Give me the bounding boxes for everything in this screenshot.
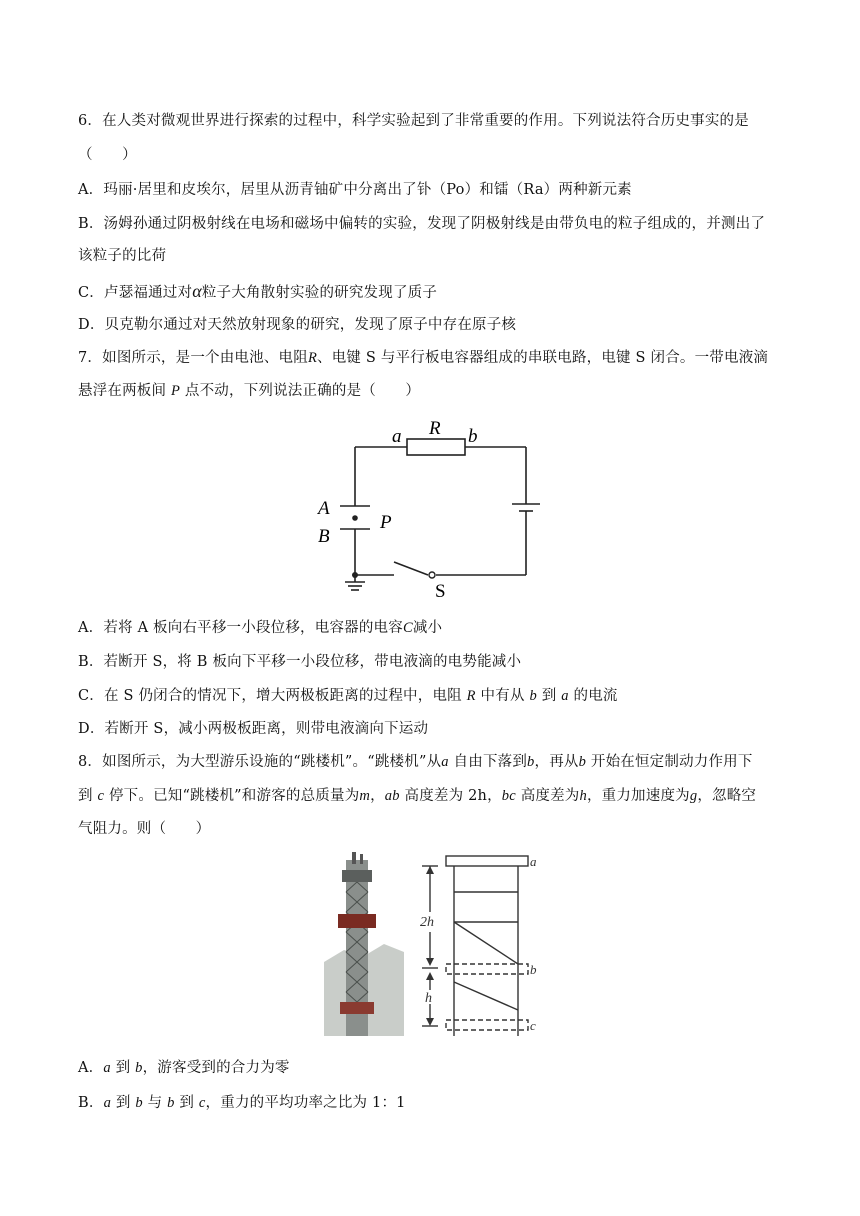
q8-option-b <box>78 1093 406 1113</box>
var: b <box>527 754 535 770</box>
q7-stem-line2 <box>78 381 420 401</box>
var: h <box>579 788 587 804</box>
q8-stem-text: 停下。已知“跳楼机”和游客的总质量为 <box>108 788 360 804</box>
q6-option-c-text-2: 粒子大角散射实验的研究发现了质子 <box>201 285 438 301</box>
var: b <box>135 1095 143 1111</box>
var-c: C <box>402 620 413 636</box>
q7-stem-text: 点不动，下列说法正确的是（ ） <box>184 383 421 399</box>
q8-stem-text: ，重力加速度为 <box>586 788 690 804</box>
label-h: h <box>425 991 432 1006</box>
q8-option-text: 与 <box>147 1095 163 1111</box>
junction-node <box>352 572 358 578</box>
q8-stem-text: ，忽略空 <box>697 788 757 804</box>
q8-stem-text: ，再从 <box>534 754 579 770</box>
q8-stem-line1 <box>78 752 753 772</box>
label-a: a <box>392 426 402 447</box>
drop-tower-schematic <box>412 852 542 1038</box>
q8-option-text: ，重力的平均功率之比为 1：1 <box>205 1095 406 1111</box>
q8-stem-text: 自由下落到 <box>453 754 528 770</box>
var: c <box>97 788 105 804</box>
q8-stem-text: 高度差为 2h， <box>404 788 502 804</box>
label-r: R <box>429 418 441 439</box>
q7-stem-text: 、电键 S 与平行板电容器组成的串联电路，电键 S 闭合。一带电液滴 <box>317 350 769 366</box>
var: b <box>135 1060 143 1076</box>
q8-stem-text: 8．如图所示，为大型游乐设施的“跳楼机”。“跳楼机”从 <box>78 754 442 770</box>
label-s: S <box>435 581 446 602</box>
q7-option-c-text: 中有从 <box>480 688 525 704</box>
q8-stem-line2 <box>78 786 756 806</box>
var: b <box>578 754 587 770</box>
label-plate-a: A <box>318 498 330 519</box>
platform-c <box>446 1020 528 1030</box>
resistor-r <box>407 439 465 455</box>
switch-s <box>394 562 428 575</box>
var: bc <box>501 788 516 804</box>
q8-stem-text: 到 <box>78 788 93 804</box>
q6-option-c-text-1: C．卢瑟福通过对 <box>78 285 193 301</box>
label-b: b <box>468 426 478 447</box>
label-p: P <box>380 512 392 533</box>
q7-option-d: D．若断开 S，减小两极板距离，则带电液滴向下运动 <box>78 721 429 737</box>
option-prefix: A． <box>78 1060 104 1076</box>
drop-tower-photo <box>324 852 404 1036</box>
q6-option-d: D．贝克勒尔通过对天然放射现象的研究，发现了原子中存在原子核 <box>78 317 517 333</box>
q7-option-c-text: 到 <box>541 688 557 704</box>
q7-option-b: B．若断开 S，将 B 板向下平移一小段位移，带电液滴的电势能减小 <box>78 654 522 670</box>
q6-option-b-line1: B．汤姆孙通过阴极射线在电场和磁场中偏转的实验，发现了阴极射线是由带负电的粒子组成的，并测出了 <box>78 216 766 232</box>
var: g <box>689 788 698 804</box>
var: m <box>359 788 371 804</box>
q8-stem-text: 开始在恒定制动力作用下 <box>590 754 753 770</box>
q7-option-a <box>78 618 442 638</box>
q6-stem-line1: 6．在人类对微观世界进行探索的过程中，科学实验起到了非常重要的作用。下列说法符合历史事实的是 <box>78 113 749 129</box>
q7-option-a-text: 减小 <box>412 620 443 636</box>
q7-option-c-text: C．在 S 仍闭合的情况下，增大两极板距离的过程中，电阻 <box>78 688 462 704</box>
var: ab <box>384 788 400 804</box>
switch-contact <box>429 572 435 578</box>
var-b: b <box>529 688 537 704</box>
q8-option-text: 到 <box>179 1095 195 1111</box>
q8-stem-text: ， <box>370 788 385 804</box>
q7-stem-line1 <box>78 348 768 368</box>
circuit-diagram <box>300 412 550 602</box>
platform-b <box>446 964 528 974</box>
var-r: R <box>466 688 476 704</box>
q8-option-text: 到 <box>115 1060 131 1076</box>
var: b <box>167 1095 175 1111</box>
var-p: P <box>171 383 181 399</box>
var: a <box>103 1060 111 1076</box>
platform-a <box>446 856 528 866</box>
q7-stem-text: 7．如图所示，是一个由电池、电阻 <box>78 350 308 366</box>
label-2h: 2h <box>420 915 434 930</box>
var: c <box>198 1095 206 1111</box>
q6-option-b-line2: 该粒子的比荷 <box>78 248 167 264</box>
q7-option-c <box>78 686 618 706</box>
q6-option-a: A．玛丽·居里和皮埃尔，居里从沥青铀矿中分离出了钋（Po）和镭（Ra）两种新元素 <box>78 182 632 198</box>
q8-option-text: 到 <box>115 1095 131 1111</box>
q6-option-c <box>78 281 437 303</box>
label-c: c <box>530 1018 536 1033</box>
q8-option-a <box>78 1058 290 1078</box>
q8-stem-text: 高度差为 <box>520 788 580 804</box>
q6-stem-line2: （ ） <box>78 147 137 163</box>
label-a: a <box>530 854 537 869</box>
q8-option-text: ，游客受到的合力为零 <box>142 1060 290 1076</box>
alpha-symbol: α <box>192 281 202 301</box>
var-r: R <box>307 350 317 366</box>
var: a <box>103 1095 112 1111</box>
option-prefix: B． <box>78 1095 104 1111</box>
q7-stem-text: 悬浮在两板间 <box>78 383 167 399</box>
var: a <box>441 754 449 770</box>
label-b: b <box>530 962 537 977</box>
q7-option-a-text: A．若将 A 板向右平移一小段位移，电容器的电容 <box>78 620 403 636</box>
q8-stem-line3: 气阻力。则（ ） <box>78 821 211 837</box>
var-a: a <box>561 688 569 704</box>
charged-droplet-p <box>352 515 358 521</box>
q7-option-c-text: 的电流 <box>573 688 618 704</box>
label-plate-b: B <box>318 526 330 547</box>
